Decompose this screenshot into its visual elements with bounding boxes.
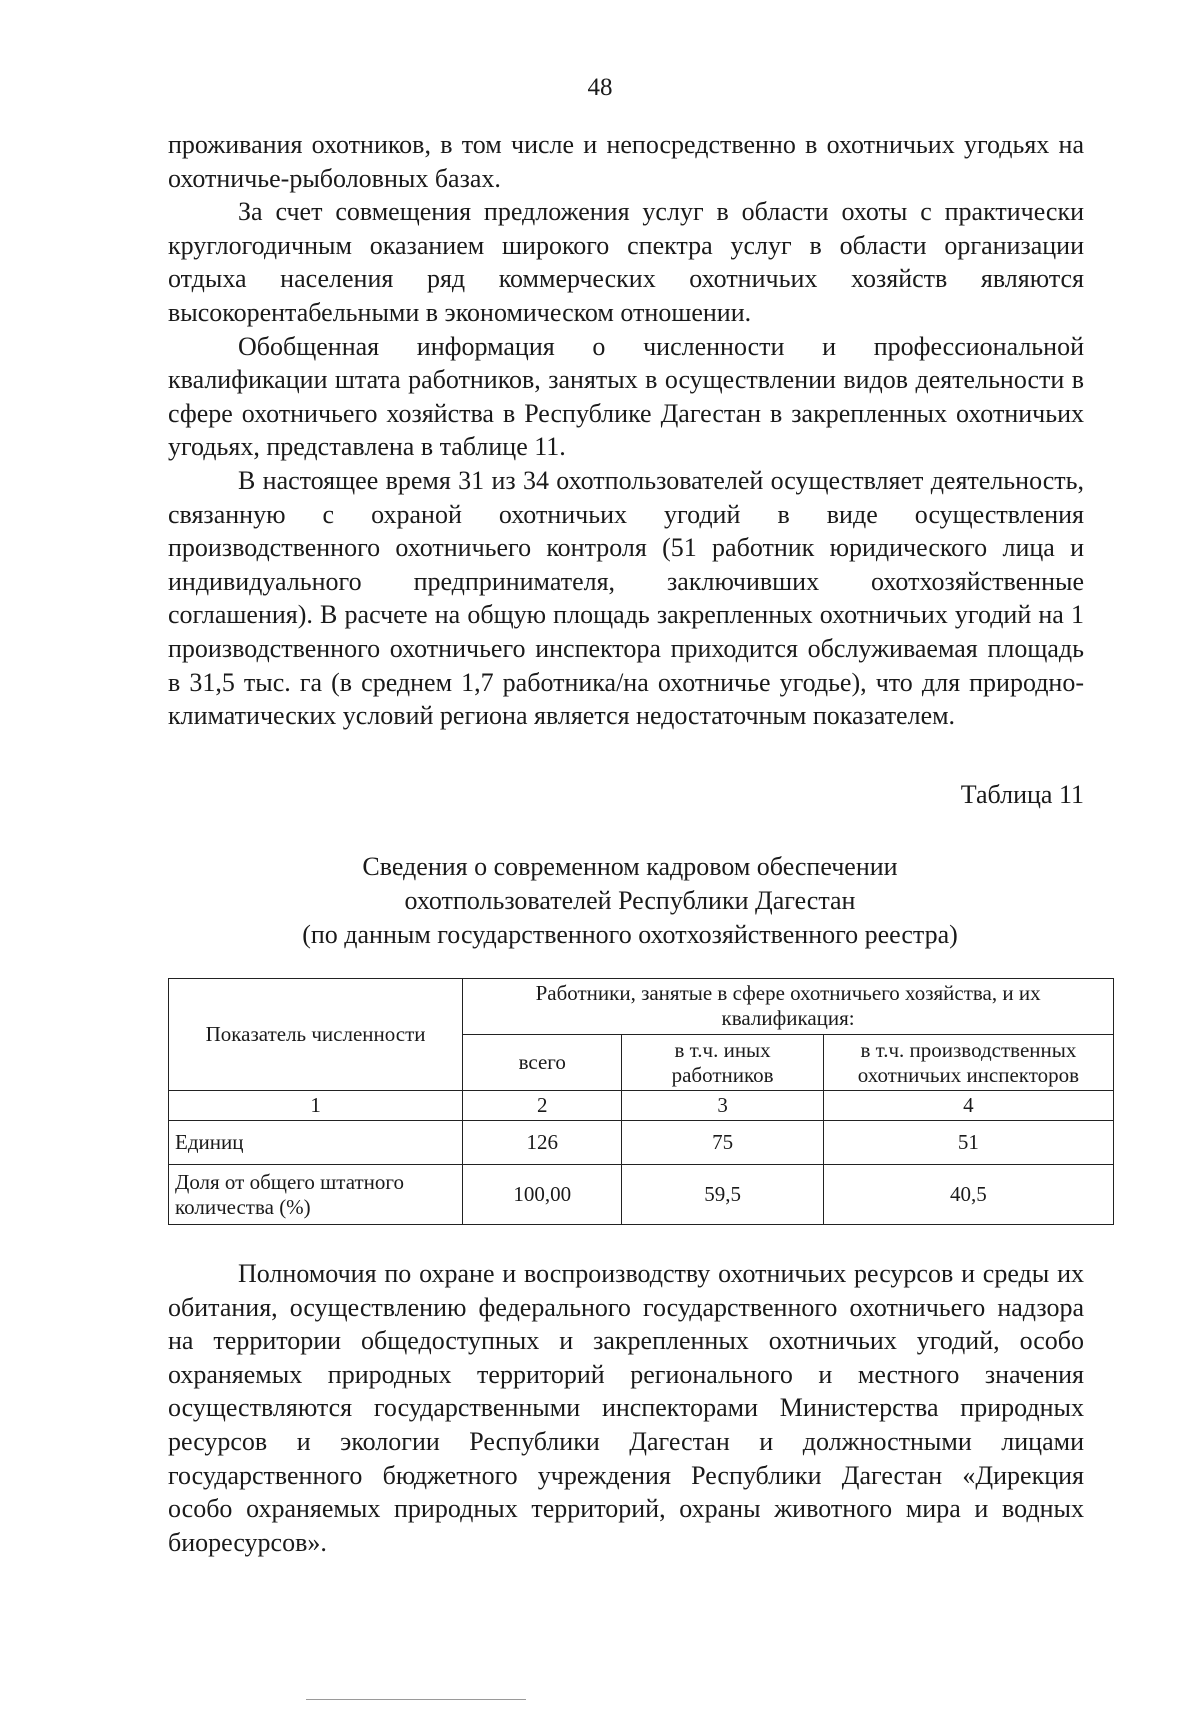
cell-inspectors: 40,5 (823, 1165, 1113, 1225)
column-number: 3 (622, 1091, 823, 1121)
column-number: 1 (169, 1091, 463, 1121)
paragraph-authority: Полномочия по охране и воспроизводству охотничьих ресурсов и среды их обитания, осуществлению федерального государственного охотничьего надзора на территории общедоступных и закрепленных охотничьих угодий, особо охраняемых природных территорий регионального и местного значения осуществляются государственными инспекторами Министерства природных ресурсов и экологии Республики Дагестан и должностными лицами государственного бюджетного учреждения Республики Дагестан «Дирекция особо охраняемых природных территорий, охраны животного мира и водных биоресурсов». (168, 1259, 1084, 1557)
cell-other: 75 (622, 1121, 823, 1165)
table-title-line: (по данным государственного охотхозяйственного реестра) (302, 920, 958, 949)
body-text-top (168, 128, 1084, 733)
table-title (0, 850, 1200, 952)
row-label: Единиц (169, 1121, 463, 1165)
column-number: 2 (463, 1091, 622, 1121)
scan-edge-line (306, 1699, 526, 1700)
paragraph-control: В настоящее время 31 из 34 охотпользователей осуществляет деятельность, связанную с охраной охотничьих угодий в виде осуществления производственного охотничьего контроля (51 работник юридического лица и индивидуального предпринимателя, заключивших охотхозяйственные соглашения). В расчете на общую площадь закрепленных охотничьих угодий на 1 производственного охотничьего инспектора приходится обслуживаемая площадь в 31,5 тыс. га (в среднем 1,7 работника/на охотничье угодье), что для природно-климатических условий региона является недостаточным показателем. (168, 465, 1084, 731)
paragraph-continuation: проживания охотников, в том числе и непосредственно в охотничьих угодьях на охотничье-рыболовных базах. (168, 130, 1084, 193)
table-title-line: Сведения о современном кадровом обеспечении (362, 852, 898, 881)
body-text-bottom (168, 1257, 1084, 1559)
table-row (169, 1165, 1114, 1225)
header-inspectors: в т.ч. производственных охотничьих инспекторов (823, 1035, 1113, 1091)
page-number: 48 (587, 74, 613, 101)
table-row (169, 1121, 1114, 1165)
header-indicator: Показатель численности (169, 979, 463, 1091)
row-label: Доля от общего штатного количества (%) (169, 1165, 463, 1225)
column-number: 4 (823, 1091, 1113, 1121)
paragraph-services: За счет совмещения предложения услуг в области охоты с практически круглогодичным оказанием широкого спектра услуг в области организации отдыха населения ряд коммерческих охотничьих хозяйств являются высокорентабельными в экономическом отношении. (168, 197, 1084, 327)
header-other-workers: в т.ч. иных работников (622, 1035, 823, 1091)
cell-total: 126 (463, 1121, 622, 1165)
table-title-line: охотпользователей Республики Дагестан (404, 886, 856, 915)
table-label: Таблица 11 (960, 780, 1084, 809)
header-group: Работники, занятые в сфере охотничьего хозяйства, и их квалификация: (463, 979, 1114, 1035)
cell-total: 100,00 (463, 1165, 622, 1225)
cell-other: 59,5 (622, 1165, 823, 1225)
cell-inspectors: 51 (823, 1121, 1113, 1165)
header-total: всего (463, 1035, 622, 1091)
staff-table (168, 978, 1114, 1225)
paragraph-staff-info: Обобщенная информация о численности и профессиональной квалификации штата работников, занятых в осуществлении видов деятельности в сфере охотничьего хозяйства в Республике Дагестан в закрепленных охотничьих угодьях, представлена в таблице 11. (168, 331, 1084, 462)
